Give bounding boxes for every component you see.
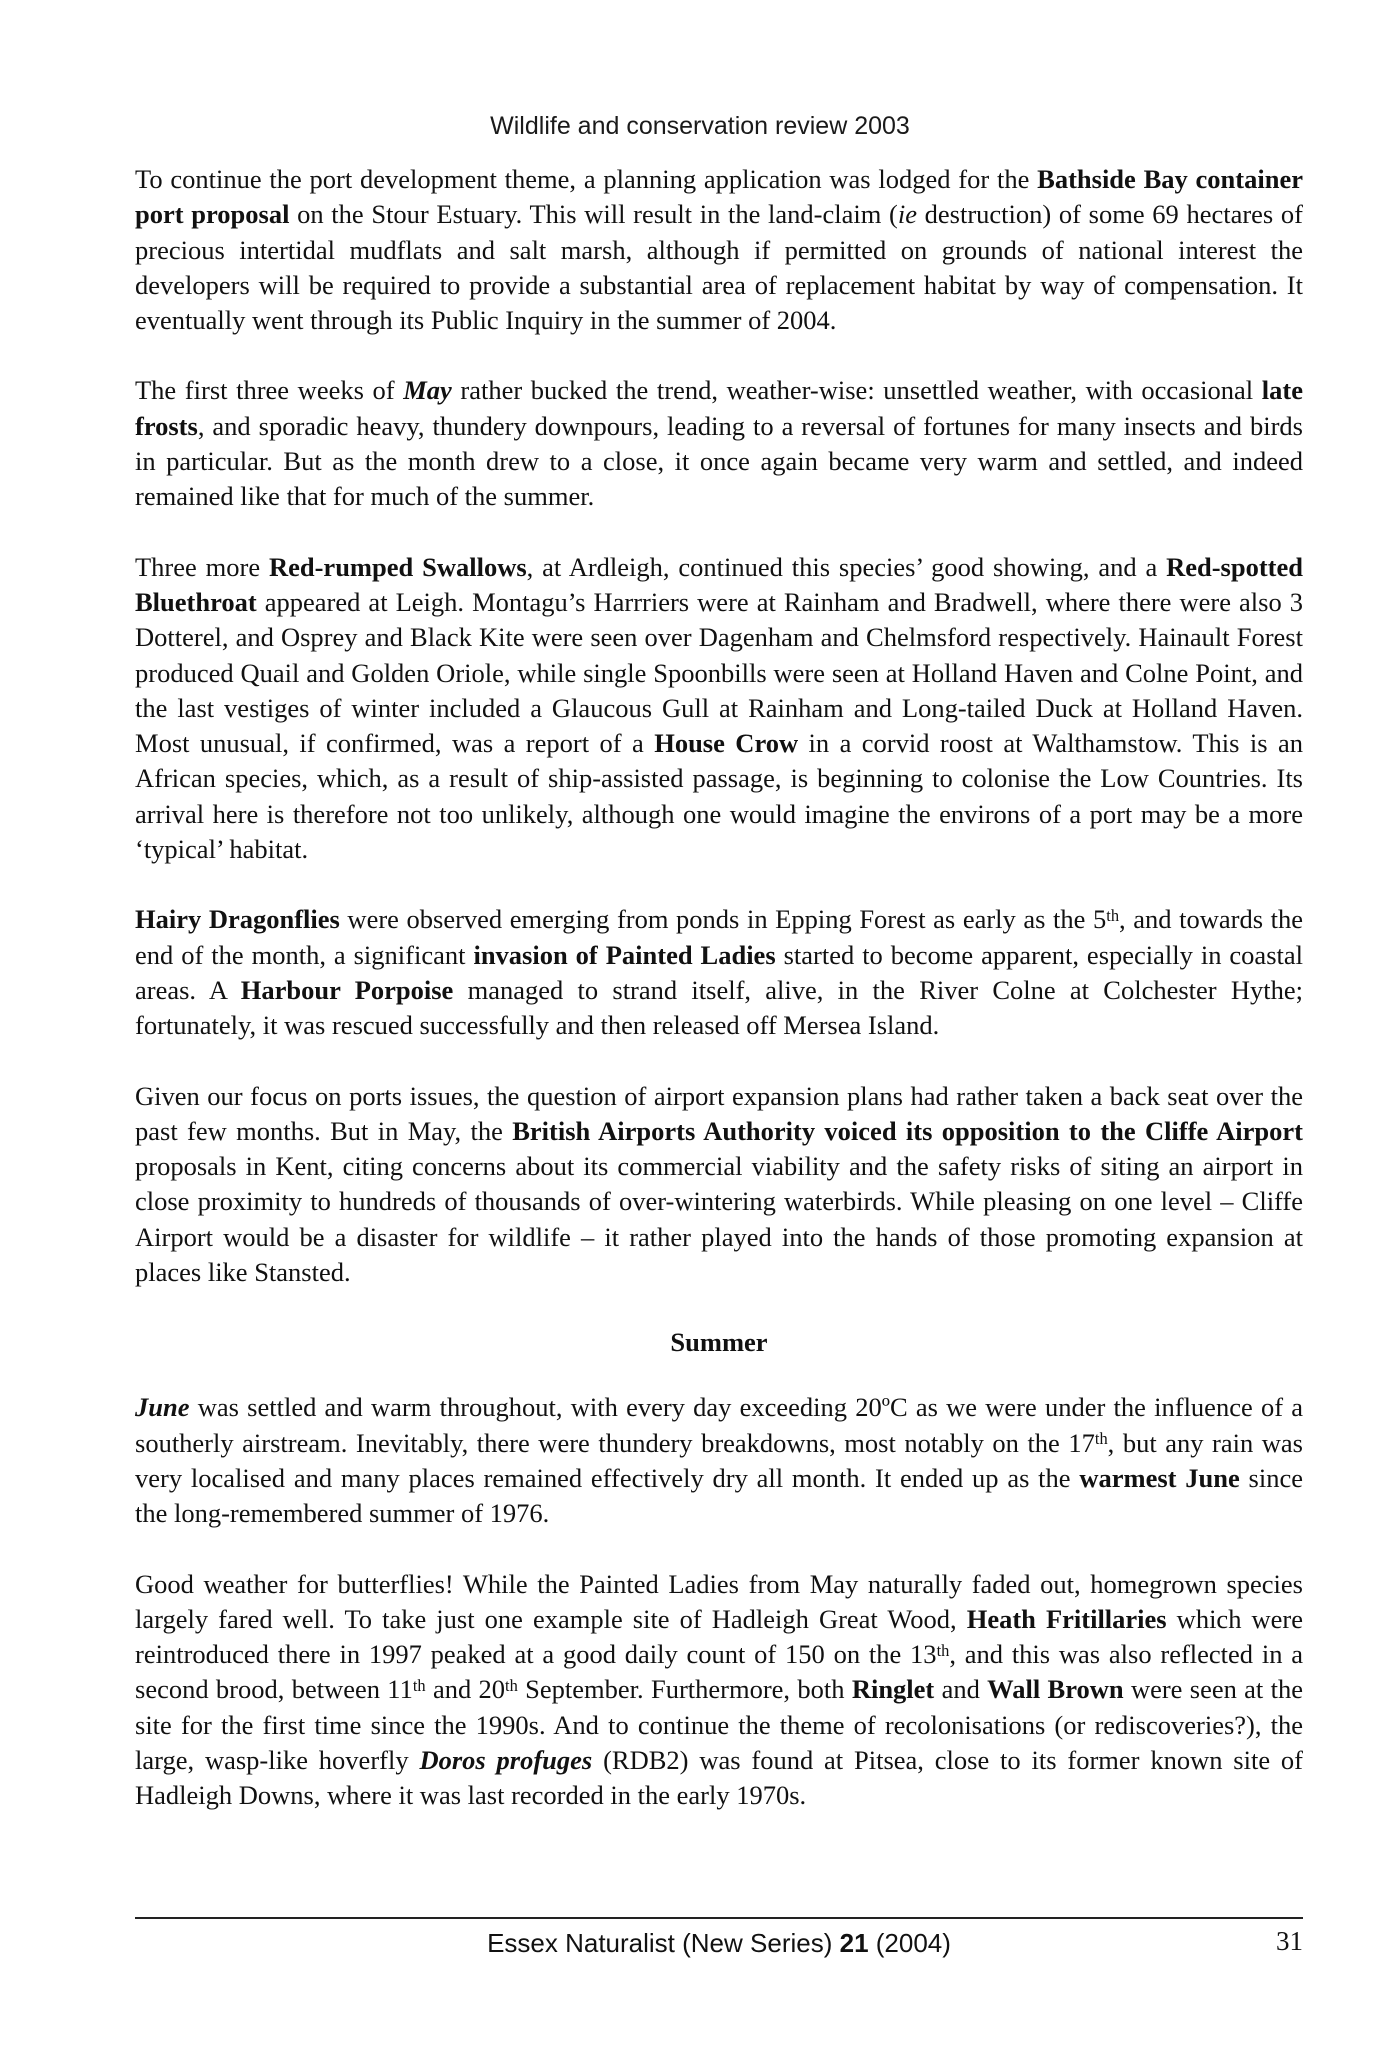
page-number: 31: [1276, 1926, 1303, 1956]
month-name: June: [135, 1392, 190, 1423]
volume-number: 21: [839, 1928, 869, 1958]
bold-term: invasion of Painted Ladies: [473, 939, 776, 970]
bold-term: warmest June: [1079, 1462, 1240, 1493]
species-name: Doros profuges: [419, 1744, 593, 1775]
section-heading-summer: Summer: [670, 1327, 768, 1358]
paragraph-june: June was settled and warm throughout, with every day exceeding 20ºC as we were under the influence of a southerly airstream. Inevitably, there were thundery breakdowns, most notably on the 17th, but any rain was very localised and many places remained effectively dry all month. It ended up as the warmest June since the long-remembered summer of 1976.: [135, 1392, 1303, 1529]
body-text: [135, 162, 1303, 1814]
bold-term: Ringlet: [851, 1674, 935, 1705]
bold-term: Wall Brown: [987, 1674, 1124, 1705]
running-header: Wildlife and conservation review 2003: [490, 112, 910, 140]
bold-term: Red-spotted Bluethroat: [135, 551, 1303, 617]
paragraph-dragonflies: Hairy Dragonflies were observed emerging from ponds in Epping Forest as early as the 5th, and towards the end of the month, a significant invasion of Painted Ladies started to become apparent, especially in coastal areas. A Harbour Porpoise managed to strand itself, alive, in the River Colne at Colchester Hythe; fortunately, it was rescued successfully and then released off Mersea Island.: [135, 904, 1303, 1041]
month-name: May: [403, 375, 452, 406]
bold-term: Red-rumped Swallows: [268, 551, 527, 582]
bold-term: Harbour Porpoise: [240, 974, 454, 1005]
footer-rule: [135, 1917, 1303, 1919]
bold-term: Bathside Bay container port proposal: [135, 164, 1303, 230]
bold-term: British Airports Authority voiced its opposition to the Cliffe Airport: [512, 1115, 1304, 1146]
paragraph-may-weather: The first three weeks of May rather bucked the trend, weather-wise: unsettled weather, with occasional late frosts, and sporadic heavy, thundery downpours, leading to a reversal of fortunes for many insects and birds in particular. But as the month drew to a close, it once again became very warm and settled, and indeed remained like that for much of the summer.: [135, 375, 1303, 512]
italic-term: ie: [897, 199, 917, 230]
bold-term: Heath Fritillaries: [966, 1603, 1167, 1634]
paragraph-bathside-bay: To continue the port development theme, a planning application was lodged for the Bathside Bay container port proposal on the Stour Estuary. This will result in the land-claim (ie destruction) of some 69 hectares of precious intertidal mudflats and salt marsh, although if permitted on grounds of national interest the developers will be required to provide a substantial area of replacement habitat by way of compensation. It eventually went through its Public Inquiry in the summer of 2004.: [135, 164, 1303, 336]
bold-term: late frosts: [135, 375, 1303, 441]
bold-term: Hairy Dragonflies: [135, 904, 340, 935]
bold-term: House Crow: [654, 728, 799, 759]
paragraph-butterflies: Good weather for butterflies! While the Painted Ladies from May naturally faded out, homegrown species largely fared well. To take just one example site of Hadleigh Great Wood, Heath Fritillaries which were reintroduced there in 1997 peaked at a good daily count of 150 on the 13th, and this was also reflected in a second brood, between 11th and 20th September. Furthermore, both Ringlet and Wall Brown were seen at the site for the first time since the 1990s. And to continue the theme of recolonisations (or rediscoveries?), the large, wasp-like hoverfly Doros profuges (RDB2) was found at Pitsea, close to its former known site of Hadleigh Downs, where it was last recorded in the early 1970s.: [135, 1568, 1304, 1811]
paragraph-birds: Three more Red-rumped Swallows, at Ardleigh, continued this species’ good showing, and a Red-spotted Bluethroat appeared at Leigh. Montagu’s Harrriers were at Rainham and Bradwell, where there were also 3 Dotterel, and Osprey and Black Kite were seen over Dagenham and Chelmsford respectively. Hainault Forest produced Quail and Golden Oriole, while single Spoonbills were seen at Holland Haven and Colne Point, and the last vestiges of winter included a Glaucous Gull at Rainham and Long-tailed Duck at Holland Haven. Most unusual, if confirmed, was a report of a House Crow in a corvid roost at Walthamstow. This is an African species, which, as a result of ship-assisted passage, is beginning to colonise the Low Countries. Its arrival here is therefore not too unlikely, although one would imagine the environs of a port may be a more ‘typical’ habitat.: [135, 551, 1303, 865]
paragraph-airport: Given our focus on ports issues, the question of airport expansion plans had rather taken a back seat over the past few months. But in May, the British Airports Authority voiced its opposition to the Cliffe Airport proposals in Kent, citing concerns about its commercial viability and the safety risks of siting an airport in close proximity to hundreds of thousands of over-wintering waterbirds. While pleasing on one level – Cliffe Airport would be a disaster for wildlife – it rather played into the hands of those promoting expansion at places like Stansted.: [135, 1080, 1304, 1288]
journal-citation: Essex Naturalist (New Series) 21 (2004): [487, 1928, 951, 1958]
page-footer: [135, 1926, 1303, 1966]
